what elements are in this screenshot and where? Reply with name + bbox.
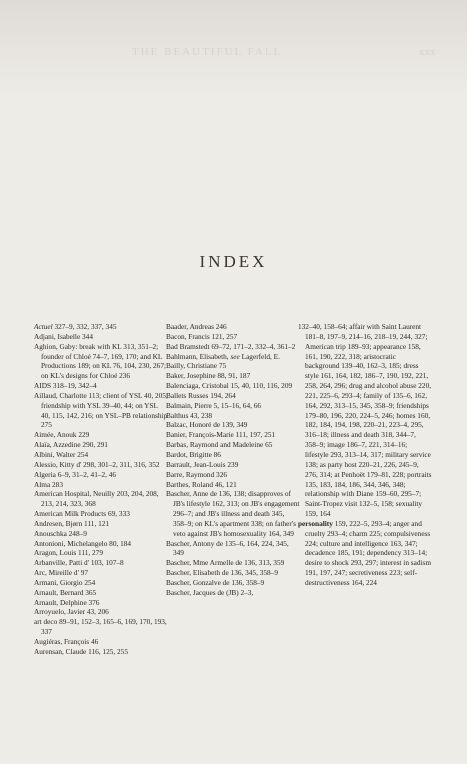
index-entry: Albini, Walter 254 [34,449,89,459]
index-entry: Bahlmann, Elisabeth, see Lagerfeld, E. [166,351,280,361]
index-entry: Alessio, Kitty d' 298, 301–2, 311, 316, 352 [34,459,160,469]
index-entry: Baader, Andreas 246 [166,322,227,331]
index-entry: Anouschka 248–9 [34,528,87,538]
index-entry: Alaïa, Azzedine 290, 291 [34,440,108,450]
index-entry: Aillaud, Charlotte 113; client of YSL 40, 205; friendship with YSL 39–40, 44; on YSL 40, 115, 142, 216; on YSL–PB relationship 275 [34,390,168,430]
index-entry: 132–40, 158–64; affair with Saint Laurent 181–8, 197–9, 214–16, 218–19, 244, 327; American trip 189–93; appearance 158, 161, 190, 222, 318; aristocratic background 139–40, 162–3, 185; dress style 161, 164, 182, 186–7, 190, 192, 221, 258, 264, 296; drug and alcohol abuse 220, 221, 225–6, 293–4; family of 135–6, 162, 164, 292, 313–15, 345, 358–9; friendships 179–80, 196, 220, 224–5, 246; homes 160, 182, 184, 194, 198, 220–21, 223–4, 295, 316–18; illness and death 318, 344–7, 358–9; image 186–7, 221, 314–16; lifestyle 293, 313–14, 317; military service 138; as party host 220–21, 226, 245–9, 276, 314; at Penhoët 179–81, 228; portraits 135, 183, 184, 186, 344, 346, 348; relationship with Diane 159–60, 295–7; Saint-Tropez visit 132–5, 158; sexuality 159, 164 [298,322,432,519]
index-entry: Armani, Giorgio 254 [34,577,96,587]
index-entry: Aurensan, Claude 116, 125, 255 [34,646,128,656]
index-entry: art deco 89–91, 152–3, 165–6, 169, 170, 193, 337 [34,617,167,637]
index-entry: Andresen, Bjørn 111, 121 [34,518,110,528]
index-entry: Arc, Mireille d' 97 [34,568,88,578]
page-title: INDEX [199,252,268,271]
index-entry: Aimée, Anouk 229 [34,430,90,440]
index-entry: AIDS 318–19, 342–4 [34,381,97,391]
index-column-2 [166,322,300,598]
index-entry: personality 159, 222–5, 293–4; anger and cruelty 293–4; charm 225; compulsiveness 224; culture and intelligence 163, 347; decadence 185, 191; dependency 313–14; desire to shock 293, 297; interest in sadism 191, 197, 247; secretiveness 223; self-destructiveness 164, 224 [298,518,432,587]
index-entry: Adjani, Isabelle 344 [34,331,93,341]
index-entry: American Milk Products 69, 333 [34,509,130,519]
index-column-3 [298,322,432,588]
index-entry: Augiéras, François 46 [34,637,99,646]
index-entry: American Hospital, Neuilly 203, 204, 208, 213, 214, 323, 368 [34,489,159,509]
index-entry: Bascher, Antony de 135–6, 164, 224, 345, 349 [166,538,289,558]
index-entry: Arnault, Delphine 376 [34,597,100,607]
show-through-header: THE BEAUTIFUL FALL [132,46,283,58]
index-entry: Aragon, Louis 111, 279 [34,548,103,558]
index-entry: Bascher, Jacques de (JB) 2–3, [166,587,254,597]
index-entry: Aghion, Gaby: break with KL 313, 351–2; founder of Chloé 74–7, 169, 170; and KL Productions 189; on KL 76, 104, 230, 267; on KL's designs for Chloé 236 [34,341,166,381]
index-entry: Arbanville, Patti d' 103, 107–8 [34,558,124,568]
index-entry: Barbas, Raymond and Madeleine 65 [166,440,273,450]
index-entry: Barrault, Jean-Louis 239 [166,459,239,469]
index-entry: Algeria 6–9, 31–2, 41–2, 46 [34,469,117,479]
index-entry: Balmain, Pierre 5, 15–16, 64, 66 [166,400,262,410]
index-entry: Ballets Russes 194, 264 [166,390,236,400]
index-entry: Baker, Josephine 88, 91, 187 [166,371,251,381]
index-entry: Bardot, Brigitte 86 [166,449,221,459]
index-entry: Banier, François-Marie 111, 197, 251 [166,430,276,440]
index-entry: Bacon, Francis 121, 257 [166,331,238,341]
index-entry: Barthes, Roland 46, 121 [166,479,237,489]
index-entry: Balthus 43, 238 [166,410,213,420]
index-entry: Barre, Raymond 326 [166,469,227,479]
index-entry: Balenciaga, Cristobal 15, 40, 110, 116, 209 [166,381,293,391]
index-entry: Bascher, Mme Armelle de 136, 313, 359 [166,558,285,568]
index-entry: Bailly, Christiane 75 [166,361,227,371]
index-entry: Bascher, Anne de 136, 138; disapproves of JB's lifestyle 162, 313; on JB's engagement 296–7; and JB's illness and death 345, 358–9; on KL's apartment 338; on father's veto against JB's homosexuality 164, 349 [166,489,300,538]
index-entry: Arroyuelo, Javier 43, 206 [34,607,109,617]
index-entry: Arnault, Bernard 365 [34,587,97,597]
show-through-page-number: xxx [419,46,436,58]
index-entry: Antonioni, Michelangelo 80, 184 [34,538,132,548]
index-entry: Balzac, Honoré de 139, 349 [166,420,248,430]
index-column-1 [34,322,168,657]
index-entry: Bascher, Elisabeth de 136, 345, 358–9 [166,568,278,578]
index-entry: Alma 283 [34,479,63,489]
index-entry: Actuel 327–9, 332, 337, 345 [34,322,117,331]
index-entry: Bad Bramstedt 69–72, 171–2, 332–4, 361–2 [166,341,296,351]
index-entry: Bascher, Gonzalve de 136, 358–9 [166,577,265,587]
